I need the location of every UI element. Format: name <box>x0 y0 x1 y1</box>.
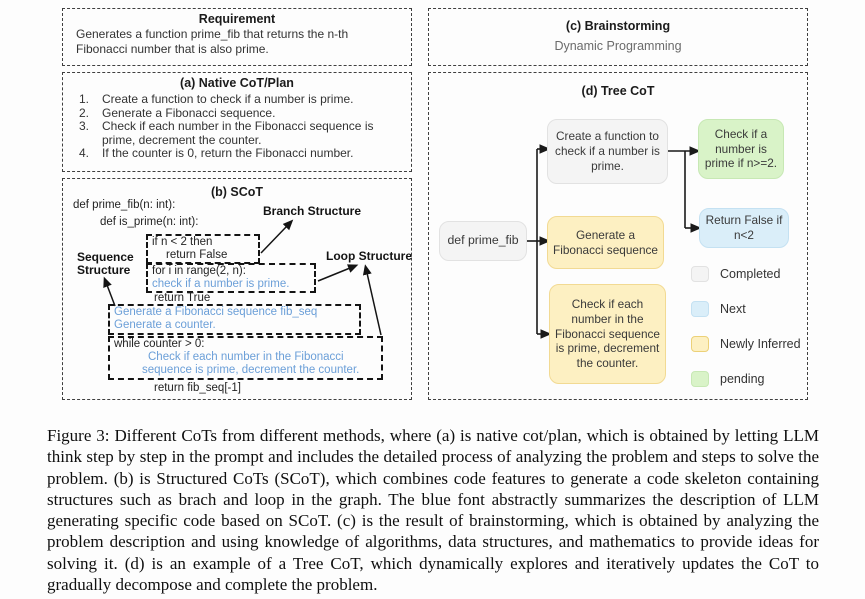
code-line-return-true: return True <box>154 292 211 304</box>
requirement-body: Generates a function prime_fib that returns the n-th Fibonacci number that is also prime. <box>76 27 349 56</box>
legend-label: pending <box>720 372 765 386</box>
code-line-while: while counter > 0: <box>114 338 205 350</box>
code-line-check-each-2: sequence is prime, decrement the counter. <box>142 363 360 376</box>
legend-item-next <box>691 301 746 317</box>
legend-label: Next <box>720 302 746 316</box>
code-line-gen-counter: Generate a counter. <box>114 318 216 331</box>
legend-label: Newly Inferred <box>720 337 801 351</box>
legend-item-newly-inferred <box>691 336 801 352</box>
code-line-check-prime: check if a number is prime. <box>152 277 290 290</box>
tree-cot-title: (d) Tree CoT <box>581 84 655 98</box>
tree-cot-panel <box>428 72 808 400</box>
tree-node-create-function: Create a function to check if a number is prime. <box>547 119 668 184</box>
code-line-if: if n < 2 then <box>152 236 213 248</box>
legend-label: Completed <box>720 267 781 281</box>
arrow-loop-structure-2 <box>367 273 381 335</box>
branch-structure-label: Branch Structure <box>263 204 362 218</box>
tree-node-check-each: Check if each number in the Fibonacci sequence is prime, decrement the counter. <box>549 284 666 384</box>
branch-box <box>146 234 260 264</box>
tree-node-generate-fib: Generate a Fibonacci sequence <box>547 216 664 269</box>
arrow-branch-structure <box>261 226 287 253</box>
legend-item-completed <box>691 266 780 282</box>
loop-box-1 <box>146 263 316 293</box>
brainstorming-panel <box>428 8 808 66</box>
completed-swatch <box>691 266 709 282</box>
list-item <box>73 120 403 147</box>
brainstorming-idea: Dynamic Programming <box>554 39 682 53</box>
item-number: 1. <box>79 92 90 106</box>
tree-node-return-false: Return False if n<2 <box>699 208 789 248</box>
newly-inferred-swatch <box>691 336 709 352</box>
pending-swatch <box>691 371 709 387</box>
tree-node-root: def prime_fib <box>439 221 527 261</box>
code-line-def: def prime_fib(n: int): <box>73 199 176 211</box>
code-line-isprime: def is_prime(n: int): <box>100 216 199 228</box>
sequence-box <box>108 304 361 335</box>
code-line-return-fib: return fib_seq[-1] <box>154 382 241 394</box>
arrow-sequence-structure <box>107 285 115 306</box>
requirement-title: Requirement <box>198 12 276 26</box>
list-item <box>73 93 403 107</box>
native-cot-title: (a) Native CoT/Plan <box>180 76 294 90</box>
item-text: Generate a Fibonacci sequence. <box>102 105 276 120</box>
loop-box-2 <box>108 336 383 380</box>
list-item <box>73 147 403 161</box>
list-item <box>73 107 403 121</box>
native-cot-list <box>63 90 411 161</box>
item-text: If the counter is 0, return the Fibonacci number. <box>102 146 354 160</box>
code-line-for: for i in range(2, n): <box>152 265 246 277</box>
tree-node-check-prime: Check if a number is prime if n>=2. <box>698 119 784 179</box>
native-cot-panel <box>62 72 412 172</box>
legend-item-pending <box>691 371 765 387</box>
arrow-loop-structure-1 <box>318 268 350 281</box>
sequence-structure-label: Sequence Structure <box>77 250 134 277</box>
figure-caption: Figure 3: Different CoTs from different methods, where (a) is native cot/plan, which is obtained by letting LLM think step by step in the prompt and includes the detailed process of analyzing the problem and steps to solve the problem. (b) is Structured CoTs (SCoT), which combines code features to generate a code skeleton containing structures such as brach and loop in the graph. The blue font abstractly summarizes the description of LLM generating specific code based on SCoT. (c) is the result of brainstorming, which is obtained by analyzing the problem description and using knowledge of algorithms, data structures, and mathematics to provide ideas for solving it. (d) is an example of a Tree CoT, which dynamically explores and iteratively updates the CoT to gradually decompose and complete the problem. <box>47 426 819 595</box>
code-line-gen-fib: Generate a Fibonacci sequence fib_seq <box>114 306 318 318</box>
code-line-check-each-1: Check if each number in the Fibonacci <box>148 350 344 363</box>
requirement-panel <box>62 8 412 66</box>
item-text: Create a function to check if a number is prime. <box>102 92 354 106</box>
item-text: Check if each number in the Fibonacci sequence is prime, decrement the counter. <box>102 119 374 147</box>
loop-structure-label: Loop Structure <box>326 249 412 263</box>
brainstorming-title: (c) Brainstorming <box>565 19 671 33</box>
next-swatch <box>691 301 709 317</box>
item-number: 3. <box>79 119 90 133</box>
scot-title: (b) SCoT <box>210 185 264 199</box>
item-number: 4. <box>79 146 90 160</box>
code-line-return-false: return False <box>166 248 228 261</box>
item-number: 2. <box>79 105 90 120</box>
scot-panel <box>62 178 412 400</box>
